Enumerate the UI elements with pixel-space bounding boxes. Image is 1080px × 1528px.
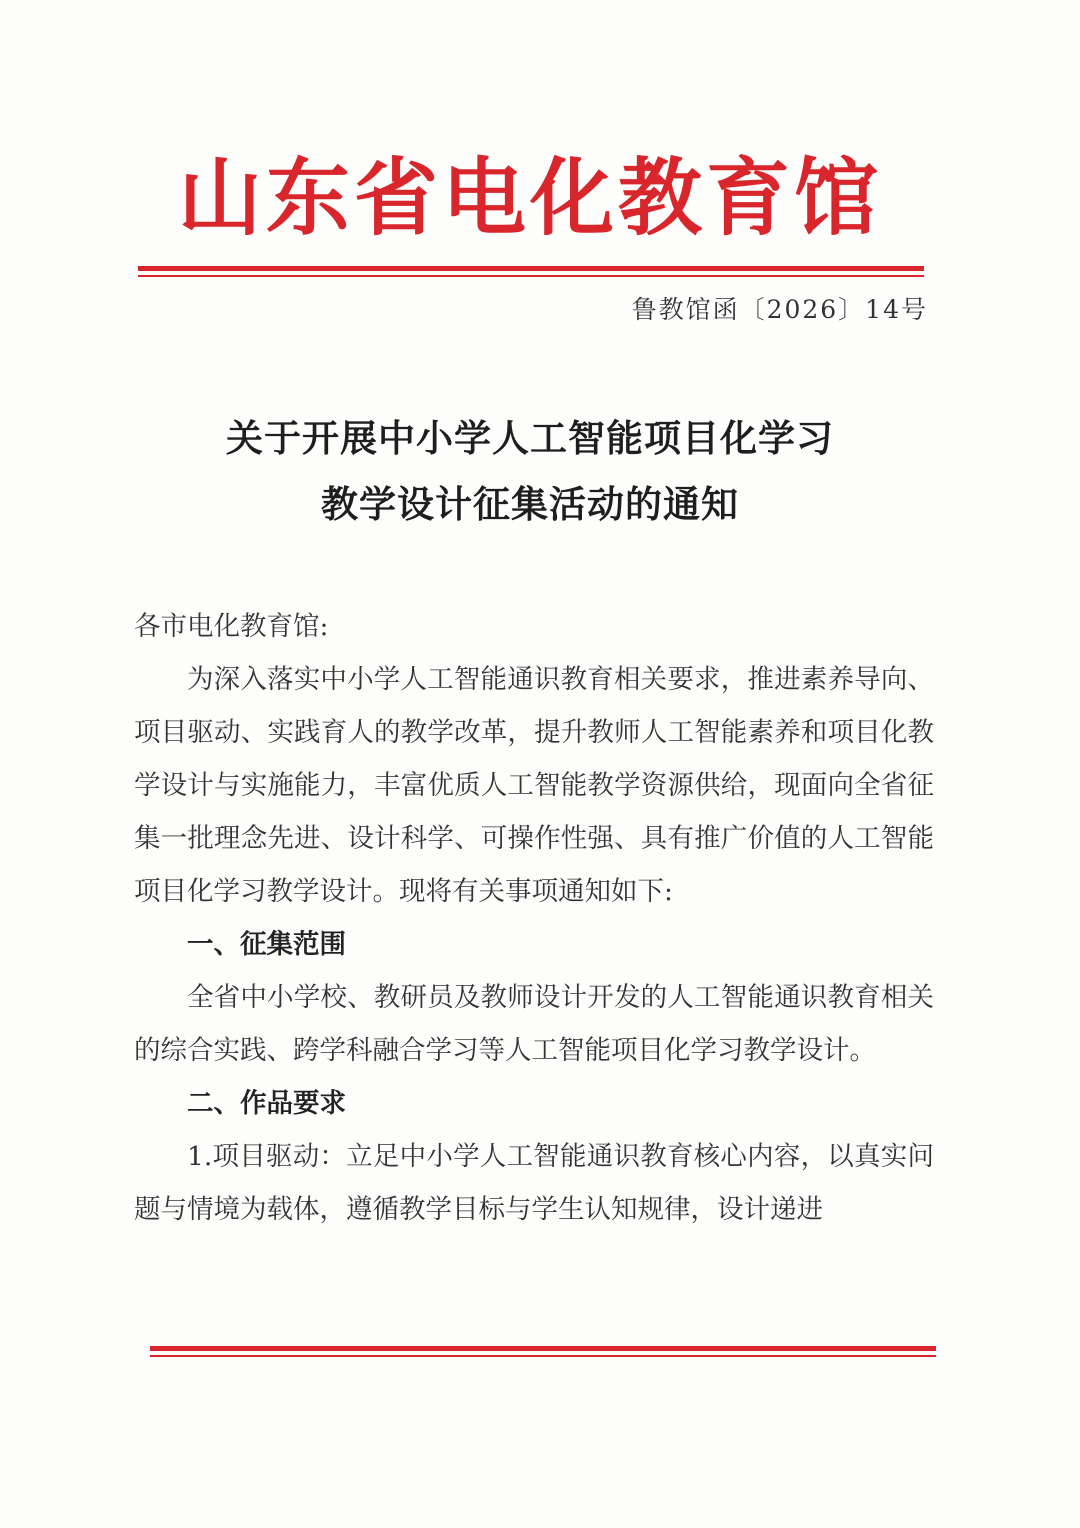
footer-rule-thin-line: [150, 1355, 936, 1357]
footer-red-rule: [150, 1346, 936, 1357]
notice-title-line-1: 关于开展中小学人工智能项目化学习: [226, 417, 834, 460]
document-number: 鲁教馆函〔2026〕14号: [631, 295, 928, 324]
rule-thin-line: [138, 275, 924, 277]
section-heading-scope: 一、征集范围: [187, 929, 346, 960]
section-heading-requirements: 二、作品要求: [187, 1088, 346, 1119]
salutation: 各市电化教育馆:: [134, 611, 329, 642]
intro-paragraph: 为深入落实中小学人工智能通识教育相关要求，推进素养导向、项目驱动、实践育人的教学改革，提升教师人工智能素养和项目化教学设计与实施能力，丰富优质人工智能教学资源供给，现面向全省征集一批理念先进、设计科学、可操作性强、具有推广价值的人工智能项目化学习教学设计。现将有关事项通知如下:: [134, 664, 934, 907]
masthead-red-rule: [138, 266, 924, 277]
section-scope-paragraph: 全省中小学校、教研员及教师设计开发的人工智能通识教育相关的综合实践、跨学科融合学习等人工智能项目化学习教学设计。: [134, 982, 934, 1066]
notice-body: [134, 600, 934, 1236]
requirement-item-1: 1.项目驱动：立足中小学人工智能通识教育核心内容，以真实问题与情境为载体，遵循教学目标与学生认知规律，设计递进: [134, 1141, 934, 1225]
notice-title-line-2: 教学设计征集活动的通知: [321, 483, 739, 526]
masthead-org-name: 山东省电化教育馆: [177, 149, 882, 247]
